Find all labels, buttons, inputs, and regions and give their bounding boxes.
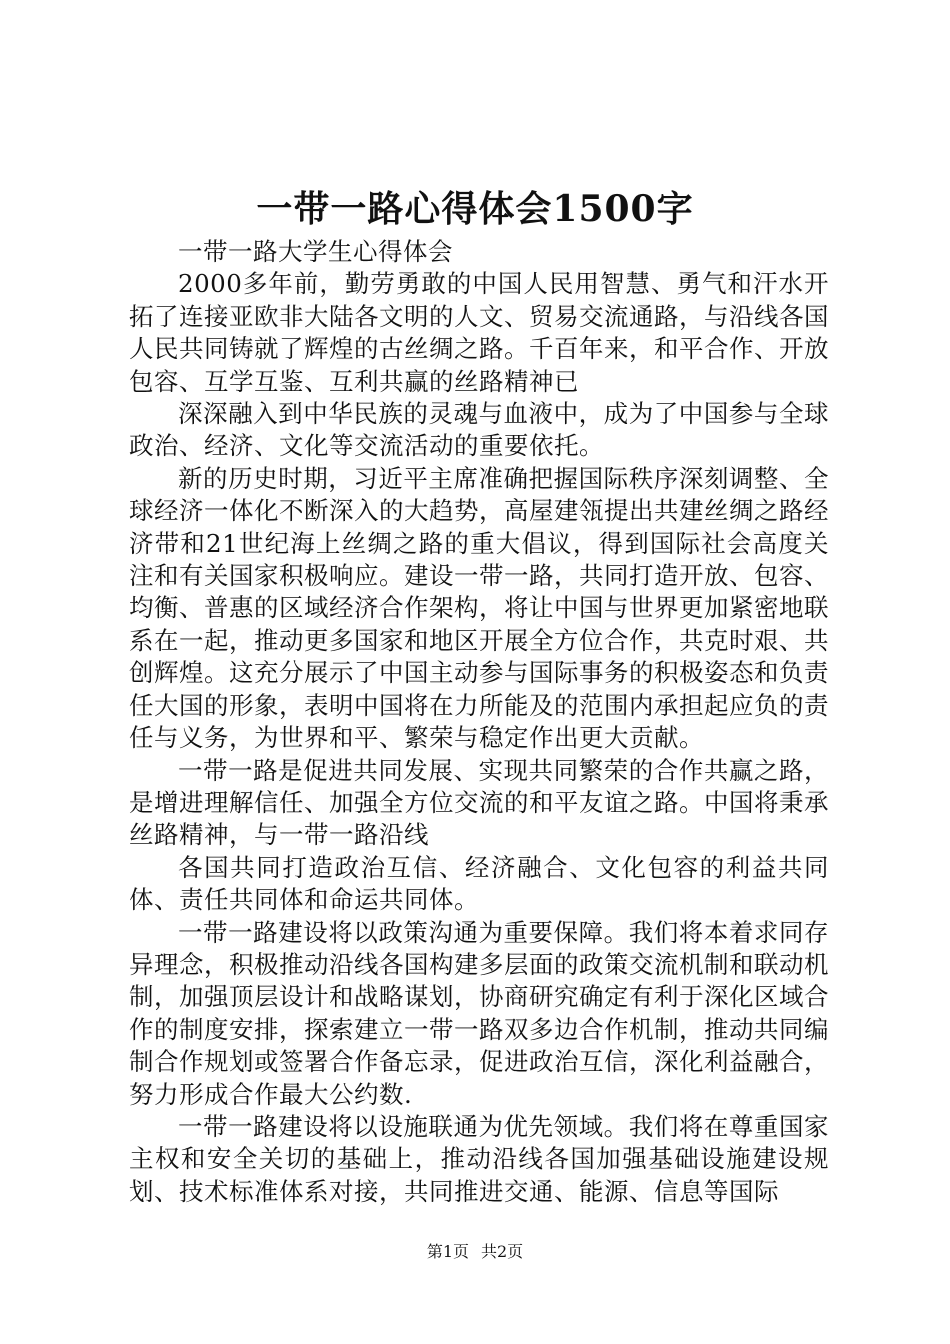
paragraph: 新的历史时期，习近平主席准确把握国际秩序深刻调整、全球经济一体化不断深入的大趋势，高屋建瓴提出共建丝绸之路经济带和21世纪海上丝绸之路的重大倡议，得到国际社会高度关注和有关国家积极响应。建设一带一路，共同打造开放、包容、均衡、普惠的区域经济合作架构，将让中国与世界更加紧密地联系在一起，推动更多国家和地区开展全方位合作，共克时艰、共创辉煌。这充分展示了中国主动参与国际事务的积极姿态和负责任大国的形象，表明中国将在力所能及的范围内承担起应负的责任与义务，为世界和平、繁荣与稳定作出更大贡献。 bbox=[129, 463, 829, 753]
paragraph: 各国共同打造政治互信、经济融合、文化包容的利益共同体、责任共同体和命运共同体。 bbox=[129, 852, 829, 915]
page-number-current: 第1页 bbox=[426, 1242, 469, 1261]
page-number-total: 共2页 bbox=[481, 1242, 524, 1261]
paragraph: 一带一路建设将以政策沟通为重要保障。我们将本着求同存异理念，积极推动沿线各国构建多层面的政策交流机制和联动机制，加强顶层设计和战略谋划，协商研究确定有利于深化区域合作的制度安排，探索建立一带一路双多边合作机制，推动共同编制合作规划或签署合作备忘录，促进政治互信，深化利益融合，努力形成合作最大公约数. bbox=[129, 917, 829, 1109]
paragraph-subtitle: 一带一路大学生心得体会 bbox=[178, 237, 453, 266]
document-body bbox=[129, 236, 829, 1208]
document-title: 一带一路心得体会1500字 bbox=[256, 188, 694, 230]
paragraph: 深深融入到中华民族的灵魂与血液中，成为了中国参与全球政治、经济、文化等交流活动的重要依托。 bbox=[129, 399, 829, 461]
paragraph: 一带一路建设将以设施联通为优先领域。我们将在尊重国家主权和安全关切的基础上，推动沿线各国加强基础设施建设规划、技术标准体系对接，共同推进交通、能源、信息等国际 bbox=[129, 1111, 829, 1206]
paragraph: 2000多年前，勤劳勇敢的中国人民用智慧、勇气和汗水开拓了连接亚欧非大陆各文明的人文、贸易交流通路，与沿线各国人民共同铸就了辉煌的古丝绸之路。千百年来，和平合作、开放包容、互学互鉴、互利共赢的丝路精神已 bbox=[129, 269, 829, 396]
paragraph: 一带一路是促进共同发展、实现共同繁荣的合作共赢之路，是增进理解信任、加强全方位交流的和平友谊之路。中国将秉承丝路精神，与一带一路沿线 bbox=[129, 755, 829, 850]
page-footer bbox=[0, 1240, 950, 1264]
